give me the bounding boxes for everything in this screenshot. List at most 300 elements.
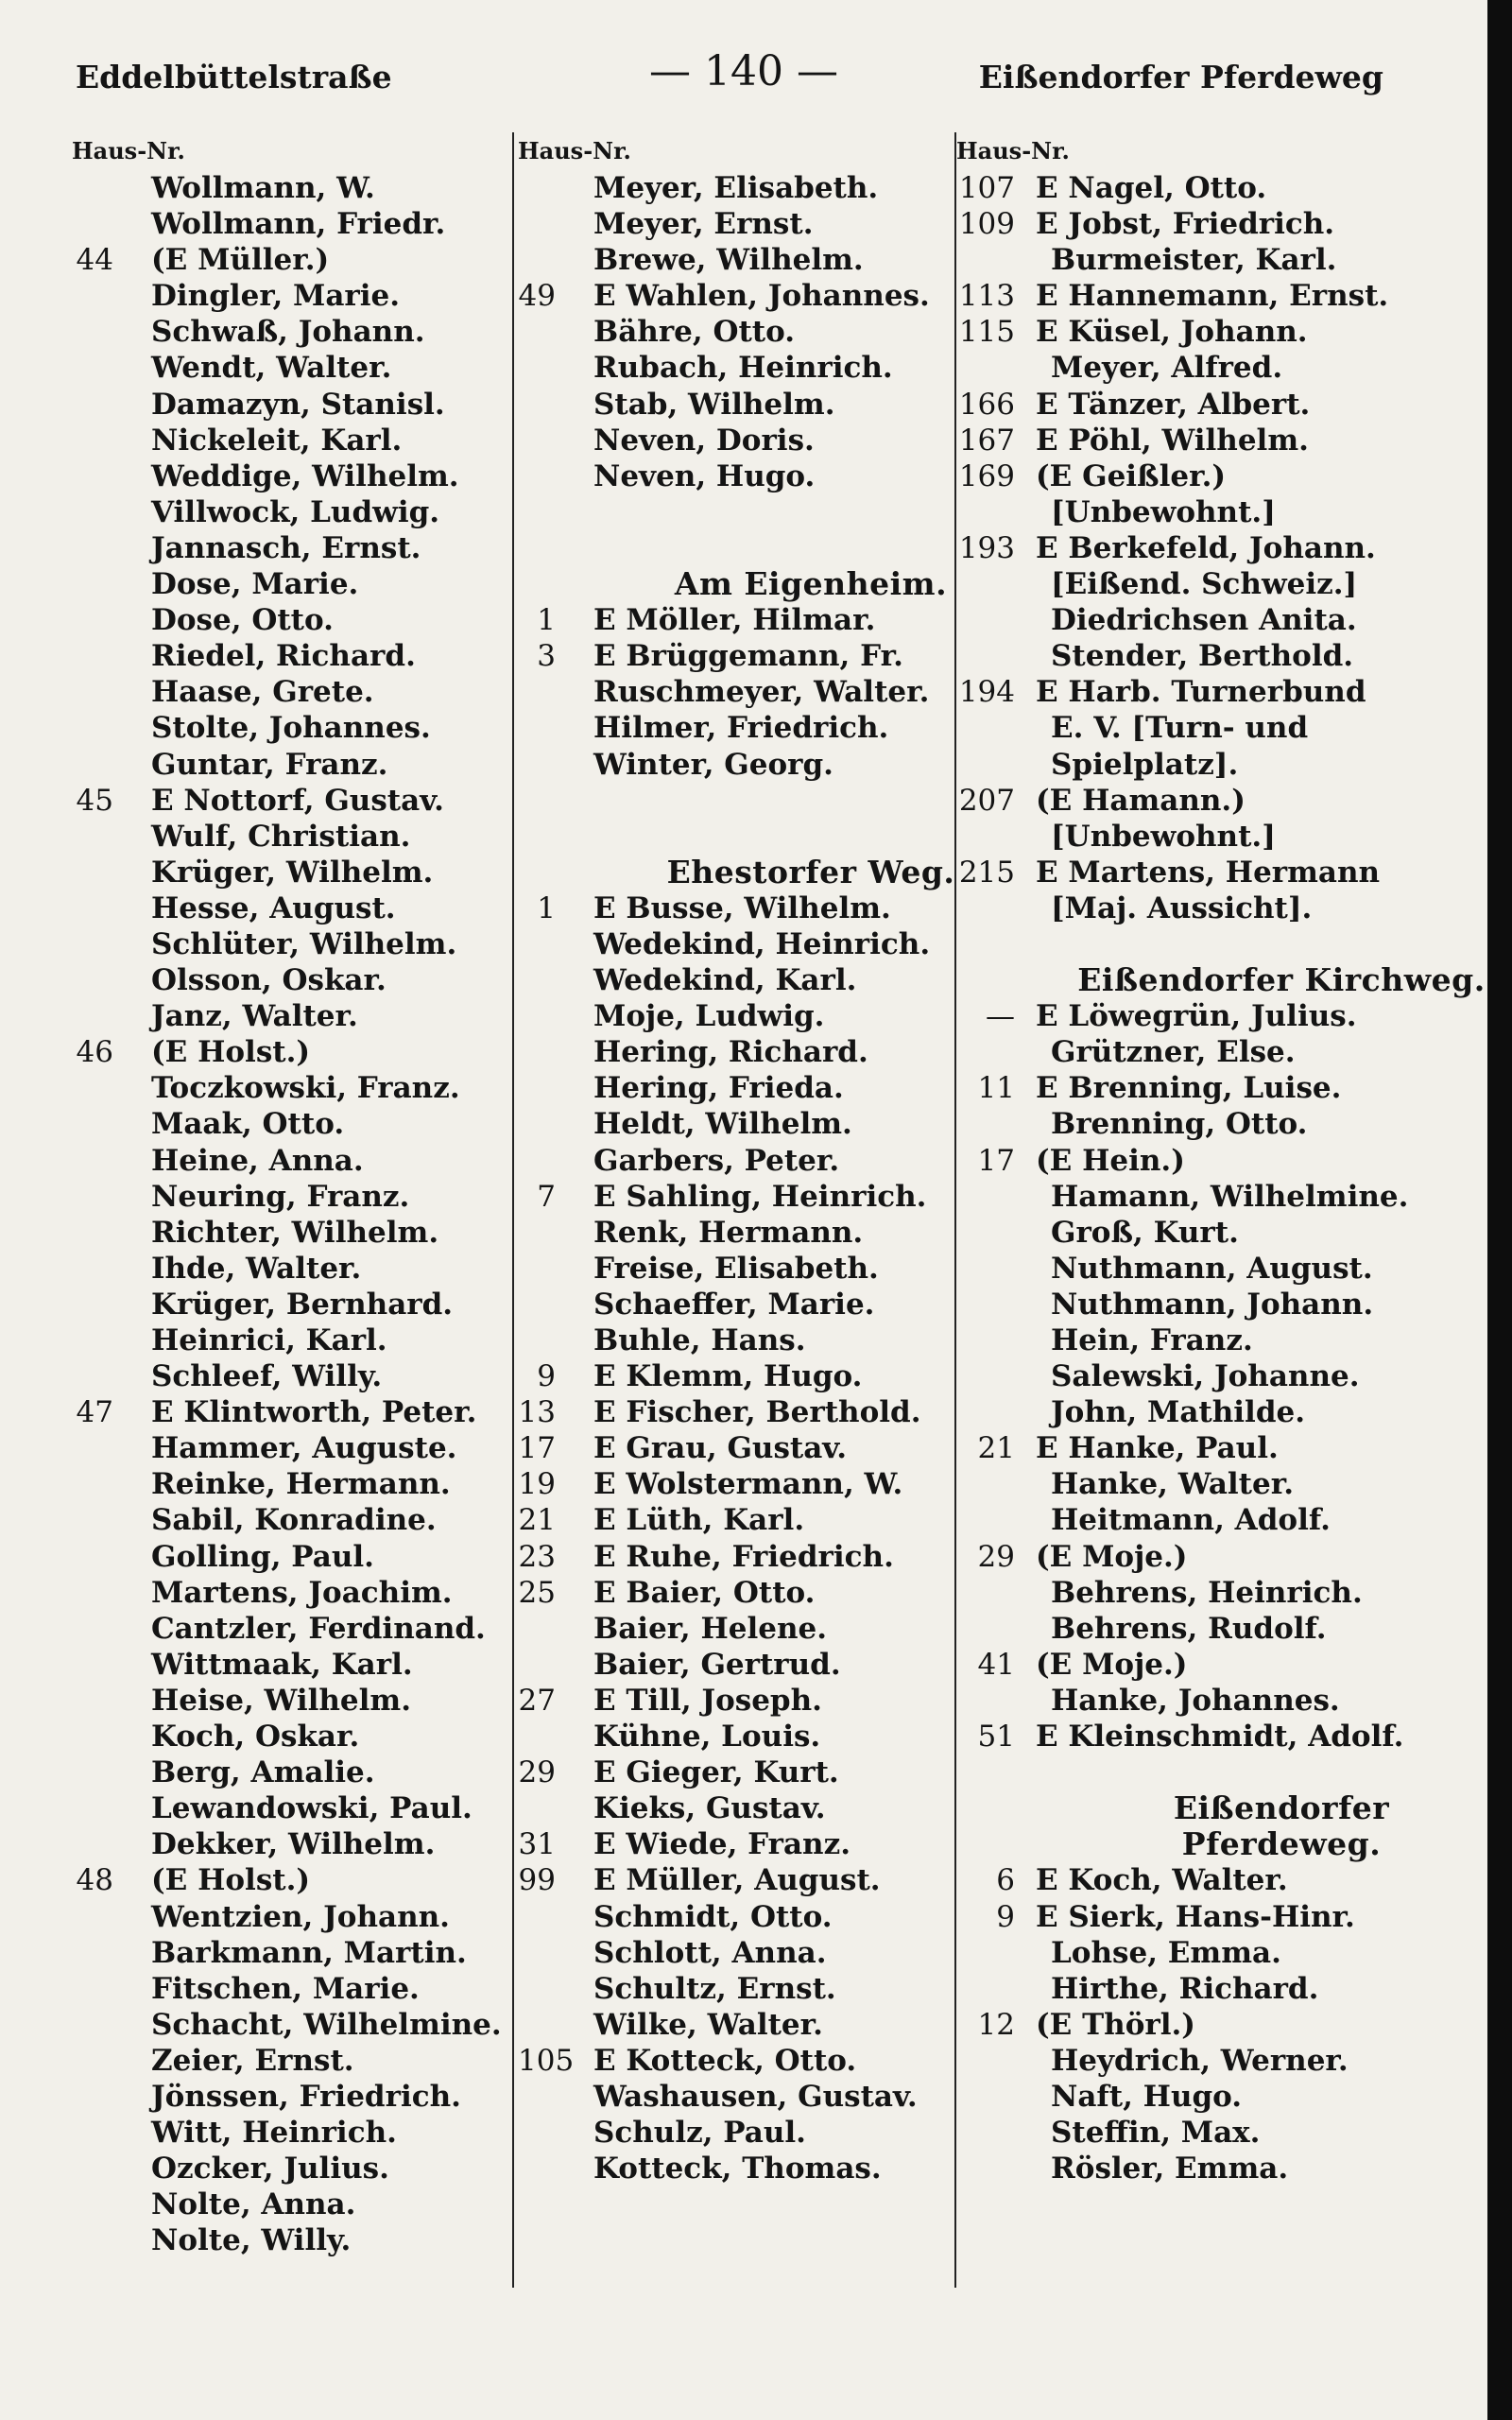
resident-name: Hamann, Wilhelmine.: [1051, 1179, 1409, 1214]
resident-name: Kotteck, Thomas.: [593, 2152, 882, 2187]
header-left-street: Eddelbüttelstraße: [76, 59, 392, 95]
directory-entry: [956, 1935, 1448, 1971]
directory-entry: [956, 566, 1448, 602]
resident-name: [Eißend. Schweiz.]: [1051, 567, 1358, 602]
resident-name: Ihde, Walter.: [151, 1251, 362, 1286]
directory-entry: [72, 1611, 507, 1647]
directory-entry: [72, 423, 507, 458]
resident-name: Koch, Oskar.: [151, 1720, 360, 1754]
resident-name: Grützner, Else.: [1051, 1035, 1296, 1070]
resident-name: Wendt, Walter.: [151, 351, 392, 386]
resident-name: E Busse, Wilhelm.: [593, 890, 891, 925]
column-1: [72, 132, 507, 2297]
house-number: 169: [958, 458, 1015, 493]
directory-entry: [72, 170, 507, 206]
house-number: 11: [977, 1071, 1015, 1106]
resident-name: Schlüter, Wilhelm.: [151, 926, 457, 961]
house-number: —: [986, 999, 1015, 1034]
resident-name: Wollmann, W.: [151, 171, 375, 205]
resident-name: Schlott, Anna.: [593, 1935, 827, 1970]
directory-entry: [956, 998, 1448, 1034]
resident-name: Fitschen, Marie.: [151, 1971, 420, 2006]
street-name: Am Eigenheim.: [674, 565, 948, 603]
directory-entry: [72, 2007, 507, 2043]
resident-name: Wilke, Walter.: [593, 2007, 823, 2042]
resident-name: Krüger, Bernhard.: [151, 1287, 454, 1322]
directory-entry: [72, 1683, 507, 1719]
directory-entry: [956, 2115, 1448, 2151]
resident-name: Neven, Doris.: [593, 423, 815, 458]
directory-entry: [956, 819, 1448, 855]
resident-name: (E Hamann.): [1036, 783, 1246, 818]
directory-entry: [956, 1215, 1448, 1251]
directory-entry: [72, 674, 507, 710]
directory-entry: [956, 1575, 1448, 1611]
directory-entry: [956, 674, 1448, 710]
column-rows: [518, 170, 953, 2187]
column-rows: [72, 170, 507, 2258]
resident-name: E Brenning, Luise.: [1036, 1071, 1342, 1106]
resident-name: Krüger, Wilhelm.: [151, 855, 434, 890]
directory-entry: [956, 350, 1448, 386]
directory-entry: [72, 2151, 507, 2187]
section-heading: [956, 1790, 1448, 1826]
resident-name: Lewandowski, Paul.: [151, 1791, 472, 1826]
directory-entry: [956, 1430, 1448, 1466]
directory-entry: [72, 747, 507, 783]
directory-entry: [72, 2187, 507, 2222]
house-number: 7: [537, 1179, 556, 1214]
resident-name: Janz, Walter.: [151, 999, 358, 1034]
directory-entry: [956, 1322, 1448, 1358]
directory-entry: [518, 1971, 953, 2007]
directory-entry: [956, 1611, 1448, 1647]
column-heading: Haus-Nr.: [518, 137, 631, 164]
directory-entry: [518, 1106, 953, 1142]
house-number: 19: [518, 1467, 556, 1502]
directory-entry: [72, 1971, 507, 2007]
resident-name: Heydrich, Werner.: [1051, 2043, 1349, 2078]
resident-name: E Wahlen, Johannes.: [593, 279, 930, 314]
directory-entry: [956, 2079, 1448, 2115]
house-number: 21: [977, 1431, 1015, 1466]
house-number: 46: [76, 1035, 113, 1070]
directory-entry: [72, 1502, 507, 1538]
section-heading: [518, 855, 953, 890]
directory-entry: [72, 1430, 507, 1466]
directory-entry: [518, 1358, 953, 1394]
directory-entry: [518, 1070, 953, 1106]
directory-entry: [956, 1719, 1448, 1754]
house-number: 99: [518, 1863, 556, 1898]
resident-name: Stender, Berthold.: [1051, 639, 1354, 674]
resident-name: E Hannemann, Ernst.: [1036, 279, 1389, 314]
directory-entry: [72, 1287, 507, 1322]
house-number: 49: [518, 279, 556, 314]
directory-entry: [72, 1754, 507, 1790]
directory-entry: [956, 1358, 1448, 1394]
house-number: 215: [958, 855, 1015, 890]
directory-entry: [518, 1466, 953, 1502]
house-number: 115: [958, 315, 1015, 350]
resident-name: Barkmann, Martin.: [151, 1935, 467, 1970]
directory-entry: [72, 783, 507, 819]
directory-entry: [518, 1143, 953, 1179]
directory-entry: [72, 1394, 507, 1430]
resident-name: Nolte, Anna.: [151, 2187, 356, 2222]
resident-name: E Sierk, Hans-Hinr.: [1036, 1899, 1355, 1934]
directory-entry: [518, 998, 953, 1034]
directory-entry: [518, 1215, 953, 1251]
resident-name: Wulf, Christian.: [151, 819, 411, 854]
resident-name: E Jobst, Friedrich.: [1036, 207, 1335, 242]
resident-name: (E Thörl.): [1036, 2007, 1195, 2042]
resident-name: E Nottorf, Gustav.: [151, 783, 444, 818]
column-divider: [512, 132, 514, 2288]
directory-entry: [956, 638, 1448, 674]
page-number: — 140 —: [649, 47, 838, 95]
directory-entry: [956, 278, 1448, 314]
house-number: 21: [518, 1503, 556, 1538]
house-number: 29: [977, 1539, 1015, 1574]
directory-entry: [72, 566, 507, 602]
street-name: Ehestorfer Weg.: [666, 853, 955, 890]
directory-entry: [518, 387, 953, 423]
resident-name: E Pöhl, Wilhelm.: [1036, 423, 1309, 458]
house-number: 9: [996, 1899, 1015, 1934]
resident-name: E Klemm, Hugo.: [593, 1359, 863, 1394]
directory-entry: [518, 1935, 953, 1971]
directory-entry: [518, 1862, 953, 1898]
resident-name: Heitmann, Adolf.: [1051, 1503, 1331, 1538]
resident-name: Meyer, Ernst.: [593, 207, 814, 242]
directory-entry: [518, 819, 953, 855]
resident-name: Olsson, Oskar.: [151, 963, 387, 998]
resident-name: Zeier, Ernst.: [151, 2043, 354, 2078]
resident-name: Hirthe, Richard.: [1051, 1971, 1319, 2006]
directory-entry: [956, 1106, 1448, 1142]
directory-entry: [518, 1647, 953, 1683]
resident-name: Naft, Hugo.: [1051, 2079, 1243, 2114]
directory-entry: [956, 1862, 1448, 1898]
house-number: 51: [977, 1720, 1015, 1754]
page-edge-shadow: [1487, 0, 1512, 2420]
resident-name: E Martens, Hermann: [1036, 855, 1381, 890]
directory-entry: [72, 1034, 507, 1070]
house-number: 6: [996, 1863, 1015, 1898]
directory-entry: [72, 1862, 507, 1898]
resident-name: Witt, Heinrich.: [151, 2116, 397, 2151]
resident-name: Schwaß, Johann.: [151, 315, 425, 350]
directory-entry: [518, 1287, 953, 1322]
directory-entry: [956, 602, 1448, 638]
resident-name: E Gieger, Kurt.: [593, 1755, 839, 1790]
house-number: 207: [958, 783, 1015, 818]
directory-entry: [518, 1899, 953, 1935]
directory-entry: [956, 314, 1448, 350]
street-name: Eißendorfer: [1173, 1789, 1390, 1827]
directory-entry: [518, 674, 953, 710]
directory-entry: [518, 783, 953, 819]
resident-name: [Maj. Aussicht].: [1051, 890, 1313, 925]
resident-name: E Löwegrün, Julius.: [1036, 999, 1357, 1034]
directory-entry: [72, 314, 507, 350]
resident-name: E Küsel, Johann.: [1036, 315, 1308, 350]
resident-name: E Kotteck, Otto.: [593, 2043, 857, 2078]
resident-name: Damazyn, Stanisl.: [151, 387, 445, 422]
street-name: Pferdeweg.: [1181, 1825, 1382, 1863]
resident-name: (E Holst.): [151, 1035, 311, 1070]
directory-entry: [956, 387, 1448, 423]
directory-entry: [518, 350, 953, 386]
resident-name: E. V. [Turn- und: [1051, 711, 1309, 746]
directory-entry: [72, 1539, 507, 1575]
directory-entry: [956, 2007, 1448, 2043]
resident-name: Garbers, Peter.: [593, 1143, 840, 1178]
resident-name: Hilmer, Friedrich.: [593, 711, 889, 746]
resident-name: Schacht, Wilhelmine.: [151, 2007, 502, 2042]
directory-entry: [72, 2079, 507, 2115]
house-number: 113: [958, 279, 1015, 314]
resident-name: Villwock, Ludwig.: [151, 494, 440, 529]
directory-entry: [956, 926, 1448, 962]
resident-name: Wentzien, Johann.: [151, 1899, 450, 1934]
directory-entry: [956, 855, 1448, 890]
directory-entry: [72, 998, 507, 1034]
resident-name: Behrens, Heinrich.: [1051, 1575, 1363, 1610]
directory-entry: [518, 890, 953, 926]
directory-entry: [72, 962, 507, 998]
directory-entry: [956, 1899, 1448, 1935]
resident-name: Dekker, Wilhelm.: [151, 1827, 436, 1862]
directory-entry: [518, 423, 953, 458]
directory-entry: [72, 1899, 507, 1935]
directory-entry: [72, 2043, 507, 2079]
directory-entry: [72, 1106, 507, 1142]
resident-name: Nickeleit, Karl.: [151, 423, 403, 458]
directory-entry: [518, 170, 953, 206]
directory-entry: [518, 314, 953, 350]
directory-entry: [518, 2115, 953, 2151]
directory-entry: [956, 1034, 1448, 1070]
directory-entry: [518, 494, 953, 530]
resident-name: E Brüggemann, Fr.: [593, 639, 903, 674]
resident-name: Schmidt, Otto.: [593, 1899, 833, 1934]
directory-entry: [518, 602, 953, 638]
resident-name: Nolte, Willy.: [151, 2223, 352, 2258]
directory-entry: [956, 1070, 1448, 1106]
resident-name: E Kleinschmidt, Adolf.: [1036, 1720, 1404, 1754]
resident-name: Stab, Wilhelm.: [593, 387, 835, 422]
directory-entry: [518, 2079, 953, 2115]
directory-entry: [956, 710, 1448, 746]
house-number: 45: [76, 783, 113, 818]
resident-name: Wollmann, Friedr.: [151, 207, 446, 242]
resident-name: Rösler, Emma.: [1051, 2152, 1289, 2187]
resident-name: Hering, Frieda.: [593, 1071, 844, 1106]
resident-name: Stolte, Johannes.: [151, 711, 431, 746]
resident-name: Groß, Kurt.: [1051, 1215, 1239, 1250]
house-number: 41: [977, 1647, 1015, 1682]
directory-entry: [72, 1790, 507, 1826]
resident-name: E Tänzer, Albert.: [1036, 387, 1311, 422]
resident-name: Washausen, Gustav.: [593, 2079, 918, 2114]
resident-name: Schulz, Paul.: [593, 2116, 806, 2151]
resident-name: E Berkefeld, Johann.: [1036, 530, 1376, 565]
directory-entry: [518, 710, 953, 746]
street-name: Eißendorfer Kirchweg.: [1077, 961, 1486, 999]
resident-name: Cantzler, Ferdinand.: [151, 1611, 486, 1646]
house-number: 48: [76, 1863, 113, 1898]
header-right-street: Eißendorfer Pferdeweg: [978, 59, 1383, 95]
directory-entry: [956, 2043, 1448, 2079]
directory-entry: [72, 494, 507, 530]
directory-entry: [72, 1935, 507, 1971]
resident-name: Neven, Hugo.: [593, 458, 816, 493]
resident-name: Buhle, Hans.: [593, 1323, 806, 1357]
directory-entry: [956, 1466, 1448, 1502]
directory-entry: [72, 602, 507, 638]
resident-name: Neuring, Franz.: [151, 1179, 410, 1214]
resident-name: Salewski, Johanne.: [1051, 1359, 1360, 1394]
resident-name: Dose, Marie.: [151, 567, 359, 602]
resident-name: E Fischer, Berthold.: [593, 1395, 921, 1430]
directory-entry: [72, 242, 507, 278]
directory-entry: [72, 387, 507, 423]
resident-name: Hein, Franz.: [1051, 1323, 1253, 1357]
directory-entry: [956, 1502, 1448, 1538]
directory-entry: [956, 494, 1448, 530]
resident-name: Freise, Elisabeth.: [593, 1251, 879, 1286]
directory-entry: [518, 530, 953, 566]
resident-name: Haase, Grete.: [151, 675, 374, 710]
directory-entry: [518, 1179, 953, 1215]
directory-entry: [956, 242, 1448, 278]
resident-name: E Hanke, Paul.: [1036, 1431, 1279, 1466]
resident-name: E Lüth, Karl.: [593, 1503, 805, 1538]
directory-entry: [518, 1611, 953, 1647]
directory-entry: [518, 1251, 953, 1287]
resident-name: E Wiede, Franz.: [593, 1827, 850, 1862]
column-3: [956, 132, 1486, 2297]
resident-name: Kühne, Louis.: [593, 1720, 821, 1754]
directory-entry: [518, 1430, 953, 1466]
directory-entry: [956, 747, 1448, 783]
resident-name: Wittmaak, Karl.: [151, 1647, 413, 1682]
directory-entry: [956, 1394, 1448, 1430]
directory-entry: [956, 2151, 1448, 2187]
column-rows: [956, 170, 1486, 2187]
house-number: 17: [518, 1431, 556, 1466]
resident-name: Dingler, Marie.: [151, 279, 401, 314]
directory-entry: [956, 170, 1448, 206]
directory-entry: [518, 1394, 953, 1430]
column-2: [518, 132, 953, 2297]
resident-name: Steffin, Max.: [1051, 2116, 1261, 2151]
column-heading: Haus-Nr.: [956, 137, 1070, 164]
directory-entry: [518, 1754, 953, 1790]
directory-entry: [72, 926, 507, 962]
resident-name: Baier, Helene.: [593, 1611, 828, 1646]
resident-name: Brenning, Otto.: [1051, 1107, 1308, 1142]
resident-name: E Harb. Turnerbund: [1036, 675, 1366, 710]
house-number: 25: [518, 1575, 556, 1610]
resident-name: Winter, Georg.: [593, 747, 833, 782]
resident-name: Riedel, Richard.: [151, 639, 416, 674]
house-number: 193: [958, 530, 1015, 565]
directory-entry: [518, 747, 953, 783]
resident-name: Meyer, Alfred.: [1051, 351, 1283, 386]
directory-entry: [956, 206, 1448, 242]
resident-name: Weddige, Wilhelm.: [151, 458, 459, 493]
resident-name: E Grau, Gustav.: [593, 1431, 847, 1466]
house-number: 17: [977, 1143, 1015, 1178]
directory-entry: [956, 1143, 1448, 1179]
house-number: 27: [518, 1683, 556, 1718]
resident-name: Heine, Anna.: [151, 1143, 364, 1178]
directory-entry: [72, 1575, 507, 1611]
resident-name: Ozcker, Julius.: [151, 2152, 389, 2187]
directory-entry: [956, 423, 1448, 458]
resident-name: Hering, Richard.: [593, 1035, 868, 1070]
directory-entry: [518, 206, 953, 242]
resident-name: E Koch, Walter.: [1036, 1863, 1288, 1898]
house-number: 1: [537, 890, 556, 925]
directory-entry: [956, 1539, 1448, 1575]
resident-name: Diedrichsen Anita.: [1051, 603, 1357, 638]
resident-name: Heise, Wilhelm.: [151, 1683, 412, 1718]
directory-entry: [518, 1683, 953, 1719]
resident-name: Spielplatz].: [1051, 747, 1239, 782]
directory-entry: [72, 890, 507, 926]
directory-entry: [72, 2115, 507, 2151]
directory-entry: [72, 1466, 507, 1502]
directory-entry: [518, 2007, 953, 2043]
resident-name: [Unbewohnt.]: [1051, 819, 1276, 854]
resident-name: Schleef, Willy.: [151, 1359, 383, 1394]
directory-entry: [518, 1539, 953, 1575]
resident-name: Meyer, Elisabeth.: [593, 171, 879, 205]
resident-name: [Unbewohnt.]: [1051, 494, 1276, 529]
resident-name: Nuthmann, Johann.: [1051, 1287, 1374, 1322]
directory-entry: [518, 1719, 953, 1754]
directory-entry: [72, 1179, 507, 1215]
directory-entry: [956, 1754, 1448, 1790]
directory-entry: [518, 1790, 953, 1826]
house-number: 9: [537, 1359, 556, 1394]
resident-name: E Wolstermann, W.: [593, 1467, 903, 1502]
directory-entry: [956, 1251, 1448, 1287]
resident-name: E Nagel, Otto.: [1036, 171, 1267, 205]
house-number: 23: [518, 1539, 556, 1574]
directory-entry: [72, 1322, 507, 1358]
resident-name: Dose, Otto.: [151, 603, 334, 638]
house-number: 194: [958, 675, 1015, 710]
resident-name: Hanke, Johannes.: [1051, 1683, 1340, 1718]
directory-entry: [72, 1826, 507, 1862]
directory-entry: [72, 458, 507, 494]
resident-name: Kieks, Gustav.: [593, 1791, 826, 1826]
resident-name: Richter, Wilhelm.: [151, 1215, 439, 1250]
resident-name: Lohse, Emma.: [1051, 1935, 1281, 1970]
directory-entry: [72, 638, 507, 674]
directory-entry: [72, 2222, 507, 2258]
directory-entry: [72, 1143, 507, 1179]
house-number: 166: [958, 387, 1015, 422]
resident-name: Ruschmeyer, Walter.: [593, 675, 930, 710]
page-header: [0, 47, 1487, 113]
resident-name: Heinrici, Karl.: [151, 1323, 387, 1357]
